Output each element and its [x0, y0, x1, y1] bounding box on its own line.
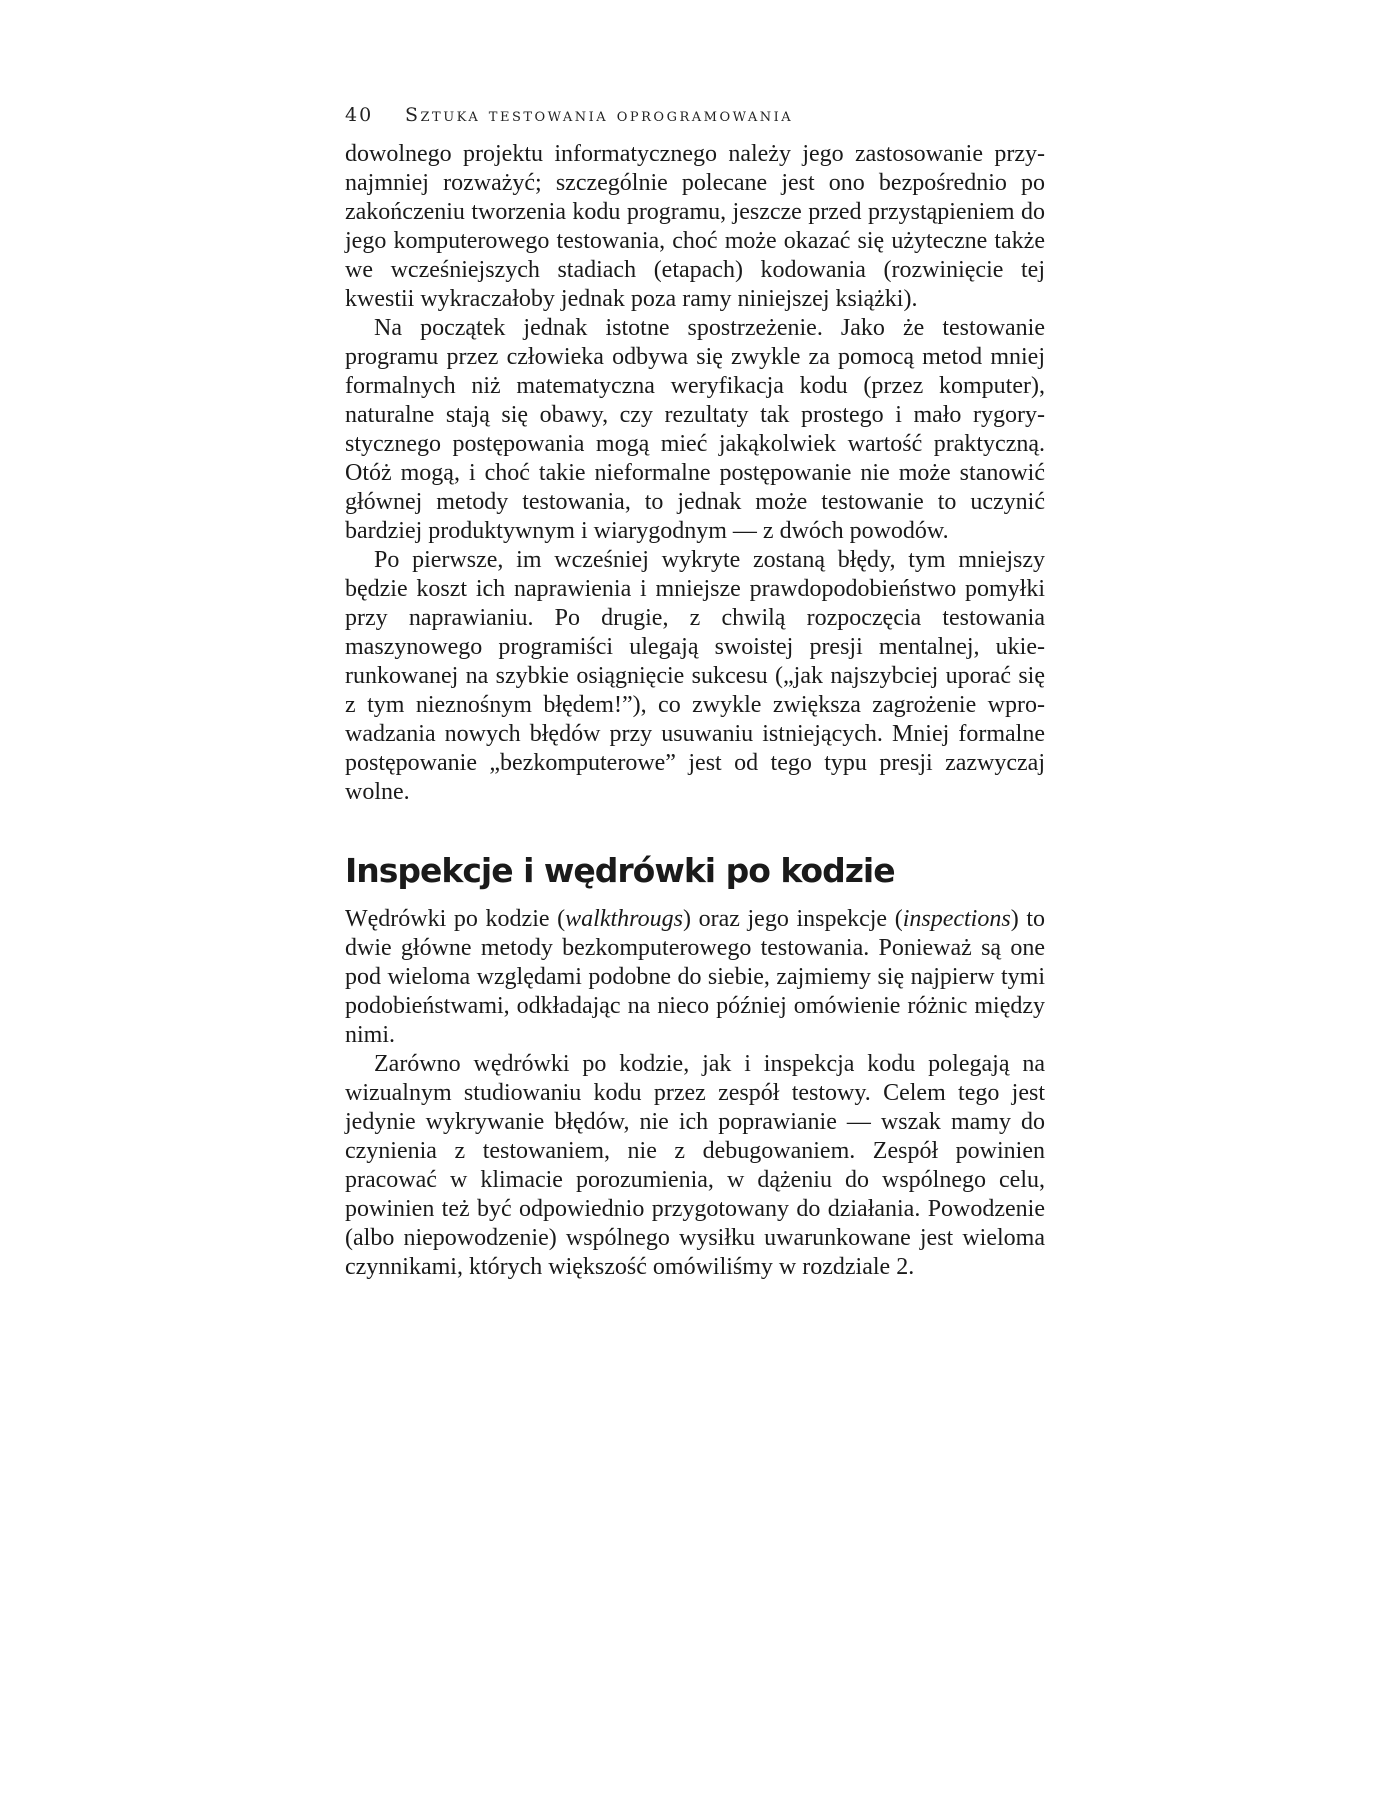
text-run: ) to dwie główne metody bezkomputerowego testowania. Ponieważ są one pod wieloma względami podobne do siebie, zajmiemy się najpierw tymi podobieństwami, odkładając na nieco później omówienie różnic między nimi.	[345, 906, 1045, 1048]
book-page	[345, 100, 1045, 1282]
term-walkthroughs: walkthrougs	[565, 906, 683, 932]
paragraph: Na początek jednak istotne spostrzeżenie. Jako że testowanie programu przez człowieka odbywa się zwykle za pomocą metod mniej formalnych niż matematyczna weryfikacja kodu (przez komputer), naturalne stają się obawy, czy rezultaty tak prostego i mało rygorystycznego postępowania mogą mieć jakąkolwiek wartość praktyczną. Otóż mogą, i choć takie nieformalne postępowanie nie może stanowić głównej metody testowania, to jednak może testowanie to uczynić bardziej produktywnym i wiarygodnym — z dwóch powodów.	[345, 315, 1045, 544]
text-run: Wędrówki po kodzie (	[345, 906, 566, 932]
term-inspections: inspections	[902, 906, 1011, 932]
page-number: 40	[345, 104, 374, 126]
paragraph: dowolnego projektu informatycznego należy jego zastosowanie przynajmniej rozważyć; szczególnie polecane jest ono bezpośrednio po zakończeniu tworzenia kodu programu, jeszcze przed przystąpieniem do jego komputerowego testowania, choć może okazać się użyteczne także we wcześniejszych stadiach (etapach) kodowania (rozwinięcie tej kwestii wykraczałoby jednak poza ramy niniejszej książki).	[345, 141, 1045, 312]
text-run: ) oraz jego inspekcje (	[682, 906, 903, 932]
section-intro-paragraph	[345, 905, 1045, 1050]
book-title: Sztuka testowania oprogramowania	[405, 104, 794, 126]
section-heading: Inspekcje i wędrówki po kodzie	[345, 851, 895, 890]
running-header	[345, 100, 1045, 130]
paragraph: Po pierwsze, im wcześniej wykryte zostaną błędy, tym mniejszy będzie koszt ich naprawienia i mniejsze prawdopodobieństwo pomyłki przy naprawianiu. Po drugie, z chwilą rozpoczęcia testowania maszynowego programiści ulegają swoistej presji mentalnej, ukierunkowanej na szybkie osiągnięcie sukcesu („jak najszybciej uporać się z tym nieznośnym błędem!”), co zwykle zwiększa zagrożenie wprowadzania nowych błędów przy usuwaniu istniejących. Mniej formalne postępowanie „bezkomputerowe” jest od tego typu presji zazwyczaj wolne.	[345, 547, 1045, 805]
paragraph: Zarówno wędrówki po kodzie, jak i inspekcja kodu polegają na wizualnym studiowaniu kodu przez zespół testowy. Celem tego jest jedynie wykrywanie błędów, nie ich poprawianie — wszak mamy do czynienia z testowaniem, nie z debugowaniem. Zespół powinien pracować w klimacie porozumienia, w dążeniu do wspólnego celu, powinien też być odpowiednio przygotowany do działania. Powodzenie (albo niepowodzenie) wspólnego wysiłku uwarunkowane jest wieloma czynnikami, których większość omówiliśmy w rozdziale 2.	[345, 1051, 1045, 1280]
